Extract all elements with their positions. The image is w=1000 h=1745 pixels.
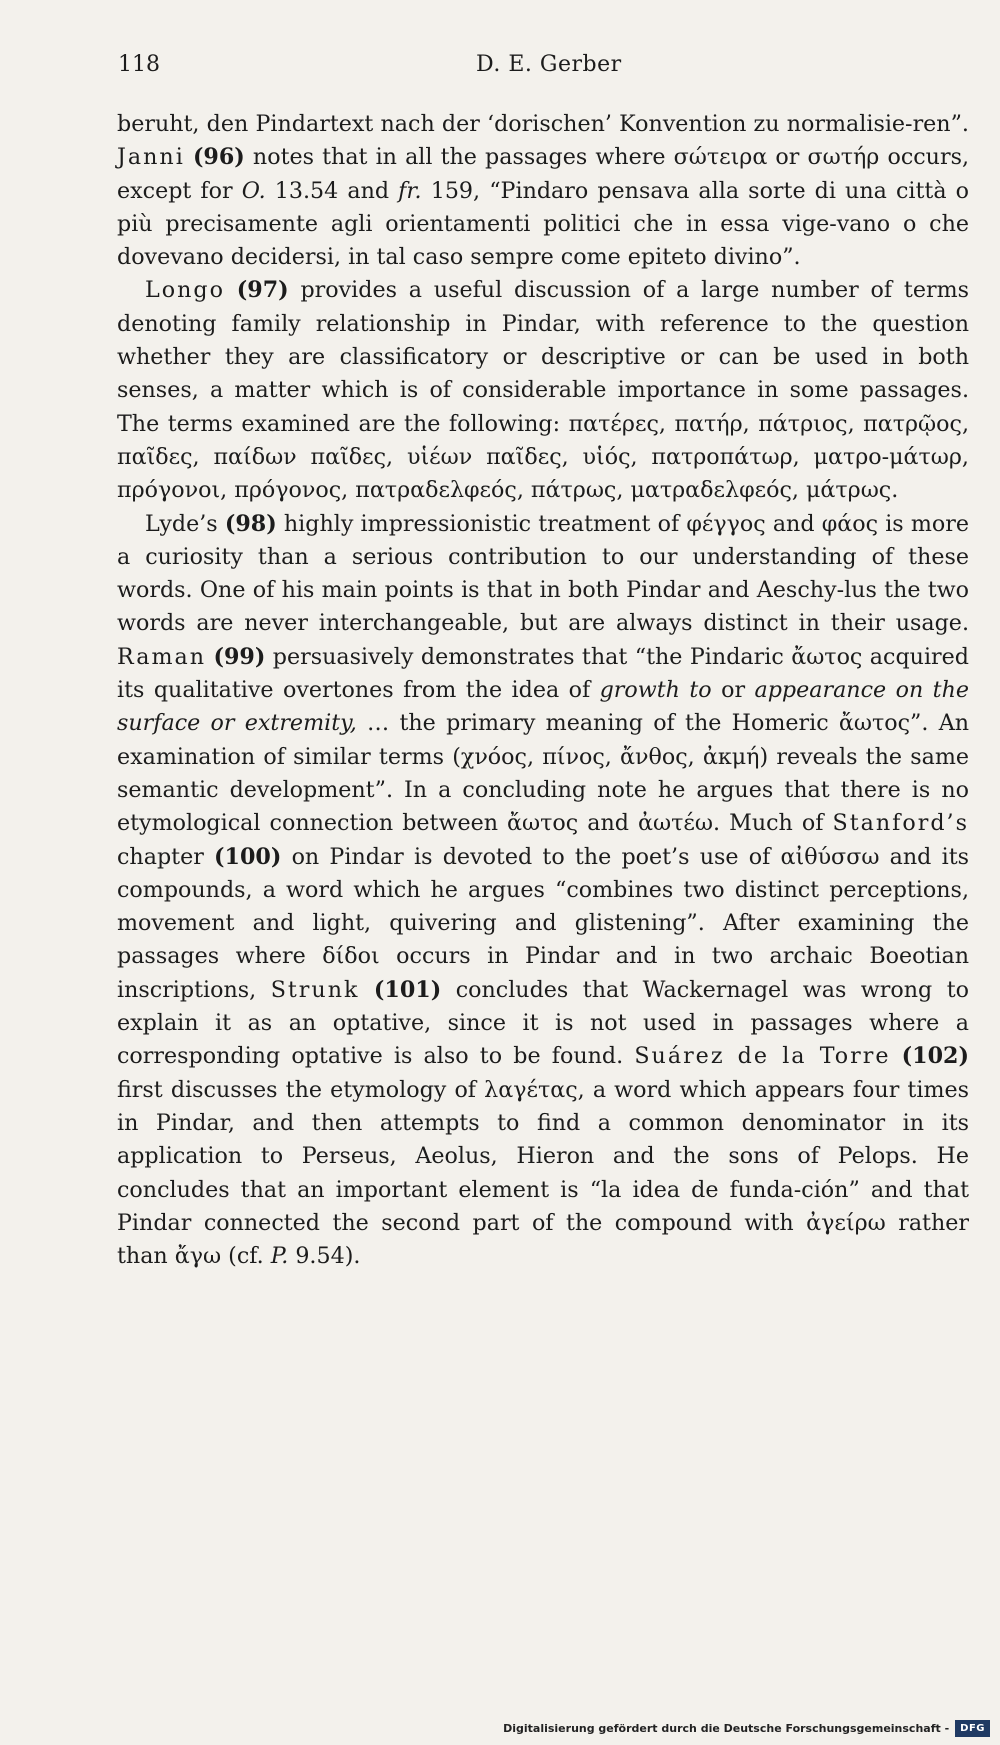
text-span: or xyxy=(711,677,755,704)
reference-number: (100) xyxy=(214,843,282,870)
paragraph-lyde xyxy=(117,508,969,1274)
text-span: 159, “Pindaro pensava alla sorte di una città o più precisamente agli orientamenti politici che in essa vige-vano o che dovevano decidersi, in tal caso sempre come epiteto divino”. xyxy=(117,177,969,271)
reference-number: (101) xyxy=(373,976,442,1003)
text-span: 13.54 and xyxy=(265,177,399,204)
reference-number: (99) xyxy=(213,643,266,670)
author-name: Strunk xyxy=(270,976,360,1003)
text-span: notes that in all the passages where σώτειρα or σωτήρ occurs, except for xyxy=(117,144,970,204)
reference-number: (98) xyxy=(224,510,277,537)
italic-text: appearance on the surface or extremity, xyxy=(117,677,969,737)
author-name: Longo xyxy=(145,277,225,304)
body-text xyxy=(117,108,969,1273)
reference-number: (102) xyxy=(901,1043,969,1070)
author-name: Janni xyxy=(117,144,185,171)
text-span: 9.54). xyxy=(288,1243,361,1270)
reference-number: (96) xyxy=(192,144,245,171)
text-span: highly impressionistic treatment of φέγγος and φάος is more a curiosity than a serious contribution to our understanding of these words. One of his main points is that in both Pindar and Aeschy-lus the two words are never interchangeable, but are always distinct in their usage. xyxy=(117,510,969,637)
reference-number: (97) xyxy=(236,277,289,304)
page-number: 118 xyxy=(118,52,160,77)
credit-text: Digitalisierung gefördert durch die Deutsche Forschungsgemeinschaft - xyxy=(503,1721,950,1735)
author-name: Raman xyxy=(117,643,206,670)
text-span: beruht, den Pindartext nach der ‘dorischen’ Konvention zu normalisie- xyxy=(117,111,913,137)
author-name: Stanford’s xyxy=(832,810,969,837)
paragraph-janni xyxy=(117,108,969,274)
paragraph-longo xyxy=(117,274,969,507)
page-header xyxy=(118,52,970,84)
dfg-logo: DFG xyxy=(955,1720,990,1737)
text-span: chapter xyxy=(117,843,215,870)
italic-text: P. xyxy=(270,1243,289,1270)
italic-text: growth to xyxy=(599,677,712,704)
text-span: ren”. xyxy=(912,111,969,137)
author-name: Suárez de la Torre xyxy=(634,1043,891,1070)
text-span: … the primary meaning of the Homeric ἄωτος”. An examination of similar terms (χνόος, πίνος, ἄνθος, ἀκμή) reveals the same semantic development”. In a concluding note he argues that there is no etymological connection between ἄωτος and ἀωτέω. Much of xyxy=(117,710,970,837)
running-head: D. E. Gerber xyxy=(476,52,622,77)
digitization-credit xyxy=(503,1716,990,1740)
italic-text: fr. xyxy=(398,177,422,204)
text-span: persuasively demonstrates that “the Pindaric ἄωτος acquired its qualitative overtones from the idea of xyxy=(117,643,969,704)
text-span: provides a useful discussion of a large number of terms denoting family relationship in Pindar, with reference to the question whether they are classificatory or descriptive or can be used in both senses, a matter which is of considerable importance in some passages. The terms examined are the following: πατέρες, πατήρ, πάτριος, πατρῷος, παῖδες, παίδων παῖδες, υἱέων παῖδες, υἱός, πατροπάτωρ, ματρο-μάτωρ, πρόγονοι, πρόγονος, πατραδελφεός, πάτρως, ματραδελφεός, μάτρως. xyxy=(117,277,969,504)
text-span: on Pindar is devoted to the poet’s use of αἰθύσσω and its compounds, a word which he argues “combines two distinct perceptions, movement and light, quivering and glistening”. After examining the passages where δίδοι occurs in Pindar and in two archaic Boeotian inscriptions, xyxy=(117,843,970,1003)
italic-text: O. xyxy=(241,177,266,204)
text-span: Lyde’s xyxy=(145,510,225,537)
text-span: first discusses the etymology of λαγέτας, a word which appears four times in Pindar, and then attempts to find a common denominator in its application to Perseus, Aeolus, Hieron and the sons of Pelops. He concludes that an important element is “la idea de funda-ción” and that Pindar connected the second part of the compound with ἀγείρω rather than ἄγω (cf. xyxy=(117,1076,969,1270)
text-span: concludes that Wackernagel was wrong to explain it as an optative, since it is not used in passages where a corresponding optative is also to be found. xyxy=(117,976,970,1070)
